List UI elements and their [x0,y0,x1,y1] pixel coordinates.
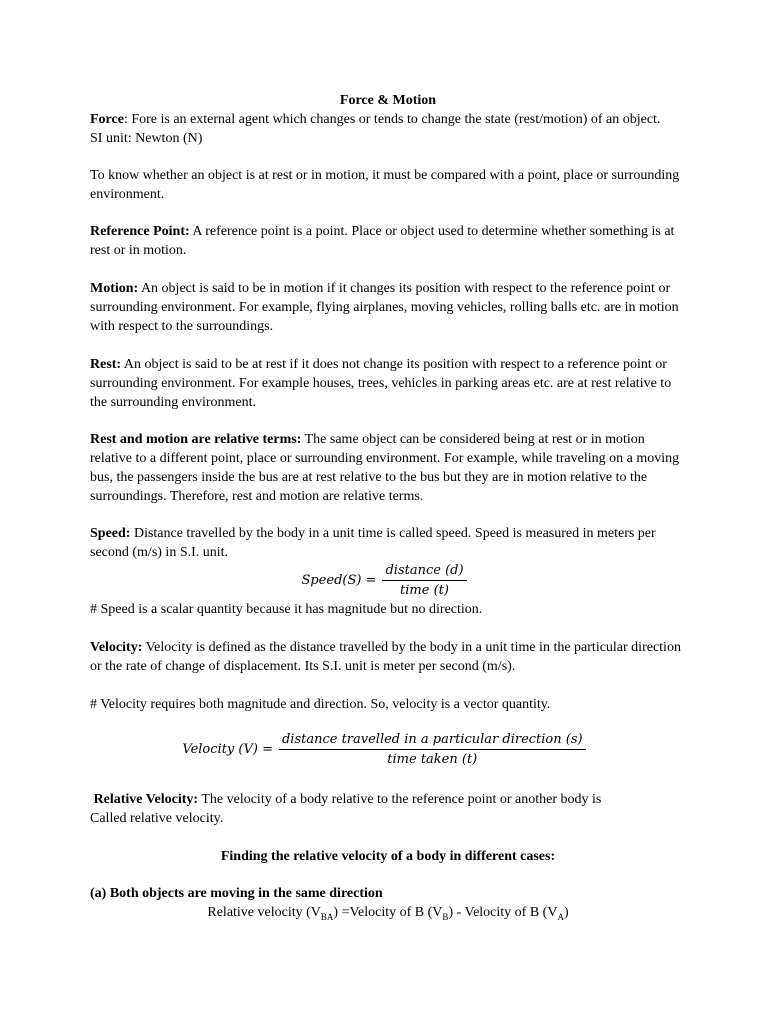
reference-point-paragraph [90,222,686,260]
reference-point-term: Reference Point: [90,224,190,239]
case-a-formula-part: ) [563,905,569,920]
relative-velocity-term: Relative Velocity: [93,792,199,807]
motion-text: An object is said to be in motion if it changes its position with respect to the reference point or surrounding environment. For example, flying airplanes, moving vehicles, rolling balls etc. are in motion with respect to the surroundings. [90,281,679,334]
velocity-term: Velocity: [90,640,143,655]
relative-terms-paragraph [90,430,686,506]
case-a-formula [90,903,686,922]
subscript-a: A [557,911,564,922]
speed-formula-numerator: distance (d) [382,562,466,581]
velocity-text: Velocity is defined as the distance travelled by the body in a unit time in the particular direction or the rate of change of displacement. Its S.I. unit is meter per second (m/s). [90,640,681,674]
velocity-paragraph [90,638,686,676]
case-a-heading: (a) Both objects are moving in the same direction [90,886,383,901]
rest-term: Rest: [90,357,122,372]
relative-velocity-line2: Called relative velocity. [90,811,224,826]
subscript-ba: BA [320,911,334,922]
relative-velocity-paragraph [90,790,686,828]
velocity-note: # Velocity requires both magnitude and direction. So, velocity is a vector quantity. [90,697,551,712]
speed-term: Speed: [90,526,131,541]
force-text: : Fore is an external agent which changes or tends to change the state (rest/motion) of an object. [123,112,661,127]
motion-term: Motion: [90,281,139,296]
speed-formula-lhs: Speed(S) = [301,573,377,588]
speed-note: # Speed is a scalar quantity because it has magnitude but no direction. [90,602,483,617]
case-a-formula-part: ) - Velocity of B (V [448,905,558,920]
si-unit-line: SI unit: Newton (N) [90,131,203,146]
force-definition [90,110,686,129]
velocity-formula-fraction [279,731,586,768]
speed-paragraph [90,524,686,562]
cases-heading: Finding the relative velocity of a body in different cases: [220,849,556,864]
rest-text: An object is said to be at rest if it does not change its position with respect to a reference point or surrounding environment. For example houses, trees, vehicles in parking areas etc. are at rest relative to the surrounding environment. [90,357,672,410]
velocity-formula-numerator: distance travelled in a particular direction (s) [279,731,586,750]
velocity-formula-lhs: Velocity (V) = [182,742,273,757]
page-title: Force & Motion [339,93,437,108]
relative-terms-text: The same object can be considered being at rest or in motion relative to a different point, place or surrounding environment. For example, while traveling on a moving bus, the passengers inside the bus are at rest relative to the bus but they are in motion relative to the surroundings. Therefore, rest and motion are relative terms. [90,432,680,504]
speed-formula-denominator: time (t) [400,583,449,598]
case-a-formula-part: Relative velocity (V [207,905,321,920]
case-a-formula-part: ) =Velocity of B (V [333,905,443,920]
relative-terms-term: Rest and motion are relative terms: [90,432,302,447]
velocity-formula-denominator: time taken (t) [387,752,478,767]
reference-point-text: A reference point is a point. Place or object used to determine whether something is at rest or in motion. [90,224,675,258]
motion-paragraph [90,279,686,336]
force-term: Force [90,112,124,127]
rest-paragraph [90,355,686,412]
velocity-formula [0,731,768,768]
speed-formula-fraction [382,562,466,599]
speed-formula [0,562,768,599]
relative-velocity-line1: The velocity of a body relative to the reference point or another body is [198,792,602,807]
speed-text: Distance travelled by the body in a unit time is called speed. Speed is measured in meters per second (m/s) in S.I. unit. [90,526,656,560]
subscript-b: B [442,911,449,922]
intro-paragraph: To know whether an object is at rest or in motion, it must be compared with a point, place or surrounding environment. [90,168,680,202]
